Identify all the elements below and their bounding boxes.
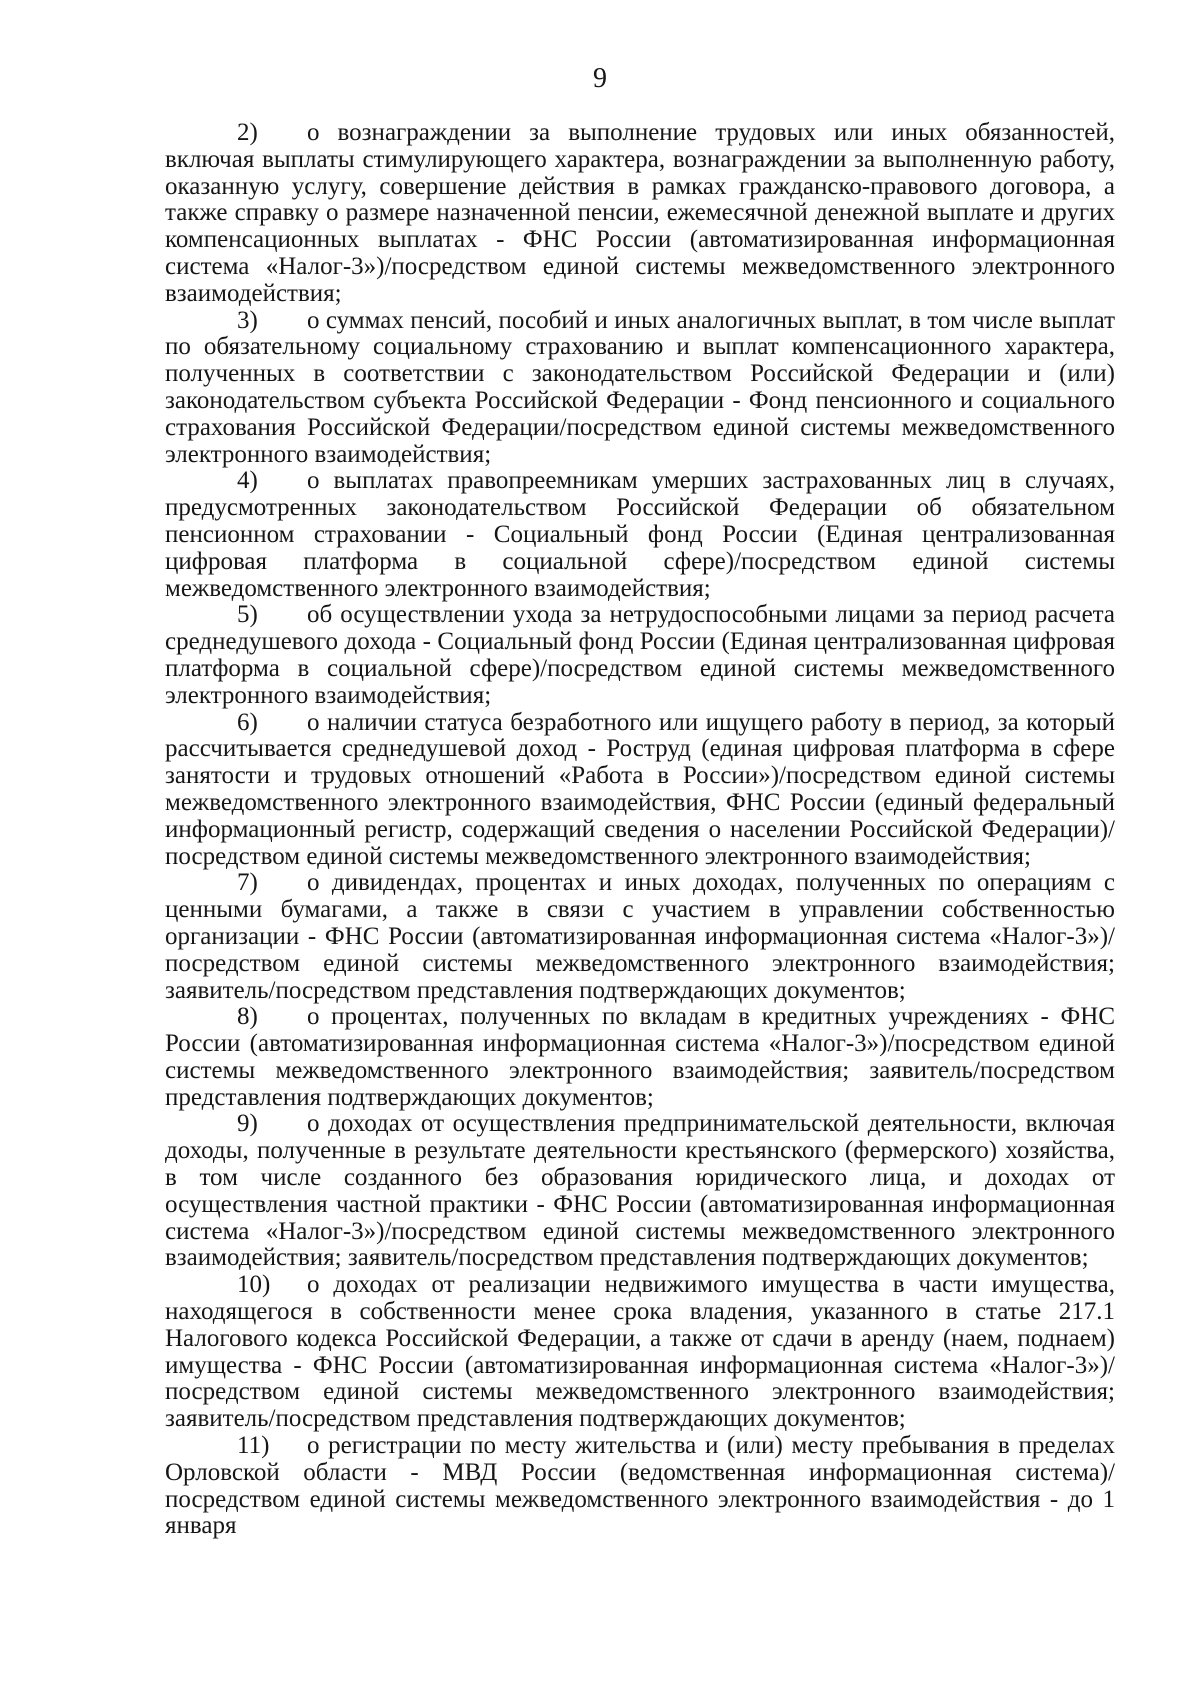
- item-text: о дивидендах, процентах и иных доходах, полученных по операциям с ценными бумагами, а также в связи с участием в управлении собственностью организации - ФНС России (автоматизированная информационная система «Налог-3»)/посредством единой системы межведомственного электронного взаимодействия; заявитель/посредством представления подтверждающих документов;: [165, 869, 1115, 1004]
- item-number: 6): [237, 708, 258, 736]
- item-number: 11): [237, 1432, 270, 1460]
- list-item-11: [165, 1433, 1115, 1540]
- item-text: об осуществлении ухода за нетрудоспособными лицами за период расчета среднедушевого дохода - Социальный фонд России (Единая централизованная цифровая платформа в социальной сфере)/посредством единой системы межведомственного электронного взаимодействия;: [165, 601, 1115, 709]
- item-text: о доходах от осуществления предпринимательской деятельности, включая доходы, полученные в результате деятельности крестьянского (фермерского) хозяйства, в том числе созданного без образования юридического лица, и доходах от осуществления частной практики - ФНС России (автоматизированная информационная система «Налог-3»)/посредством единой системы межведомственного электронного взаимодействия; заявитель/посредством представления подтверждающих документов;: [165, 1110, 1115, 1272]
- page-number: 9: [593, 63, 607, 94]
- list-item-10: [165, 1272, 1115, 1433]
- item-number: 10): [237, 1271, 271, 1299]
- item-text: о выплатах правопреемникам умерших застрахованных лиц в случаях, предусмотренных законодательством Российской Федерации об обязательном пенсионном страховании - Социальный фонд России (Единая централизованная цифровая платформа в социальной сфере)/посредством единой системы межведомственного электронного взаимодействия;: [165, 467, 1115, 602]
- list-item-8: [165, 1004, 1115, 1111]
- list-item-3: [165, 308, 1115, 469]
- item-text: о процентах, полученных по вкладам в кредитных учреждениях - ФНС России (автоматизированная информационная система «Налог-3»)/посредством единой системы межведомственного электронного взаимодействия; заявитель/посредством представления подтверждающих документов;: [165, 1003, 1115, 1111]
- item-number: 8): [237, 1003, 258, 1031]
- item-text: о суммах пенсий, пособий и иных аналогичных выплат, в том числе выплат по обязательному социальному страхованию и выплат компенсационного характера, полученных в соответствии с законодательством Российской Федерации и (или) законодательством субъекта Российской Федерации - Фонд пенсионного и социального страхования Российской Федерации/посредством единой системы межведомственного электронного взаимодействия;: [165, 306, 1115, 468]
- list-item-2: [165, 120, 1115, 308]
- list-item-6: [165, 710, 1115, 871]
- item-number: 3): [237, 306, 258, 334]
- item-number: 2): [237, 119, 258, 146]
- item-text: о доходах от реализации недвижимого имущества в части имущества, находящегося в собственности менее срока владения, указанного в статье 217.1 Налогового кодекса Российской Федерации, а также от сдачи в аренду (наем, поднаем) имущества - ФНС России (автоматизированная информационная система «Налог-3»)/посредством единой системы межведомственного электронного взаимодействия; заявитель/посредством представления подтверждающих документов;: [165, 1271, 1115, 1433]
- item-number: 5): [237, 601, 258, 629]
- list-item-4: [165, 468, 1115, 602]
- item-text: о вознаграждении за выполнение трудовых или иных обязанностей, включая выплаты стимулирующего характера, вознаграждении за выполненную работу, оказанную услугу, совершение действия в рамках гражданско-правового договора, а также справку о размере назначенной пенсии, ежемесячной денежной выплате и других компенсационных выплатах - ФНС России (автоматизированная информационная система «Налог-3»)/посредством единой системы межведомственного электронного взаимодействия;: [165, 119, 1115, 307]
- item-number: 7): [237, 869, 258, 897]
- document-body: [165, 120, 1115, 1540]
- item-text: о наличии статуса безработного или ищущего работу в период, за который рассчитывается среднедушевой доход - Роструд (единая цифровая платформа в сфере занятости и трудовых отношений «Работа в России»)/посредством единой системы межведомственного электронного взаимодействия, ФНС России (единый федеральный информационный регистр, содержащий сведения о населении Российской Федерации)/посредством единой системы межведомственного электронного взаимодействия;: [165, 708, 1115, 870]
- list-item-9: [165, 1111, 1115, 1272]
- list-item-7: [165, 870, 1115, 1004]
- item-number: 4): [237, 467, 258, 495]
- item-number: 9): [237, 1110, 258, 1138]
- item-text: о регистрации по месту жительства и (или) месту пребывания в пределах Орловской области - МВД России (ведомственная информационная система)/посредством единой системы межведомственного электронного взаимодействия - до 1 января: [165, 1432, 1115, 1540]
- list-item-5: [165, 602, 1115, 709]
